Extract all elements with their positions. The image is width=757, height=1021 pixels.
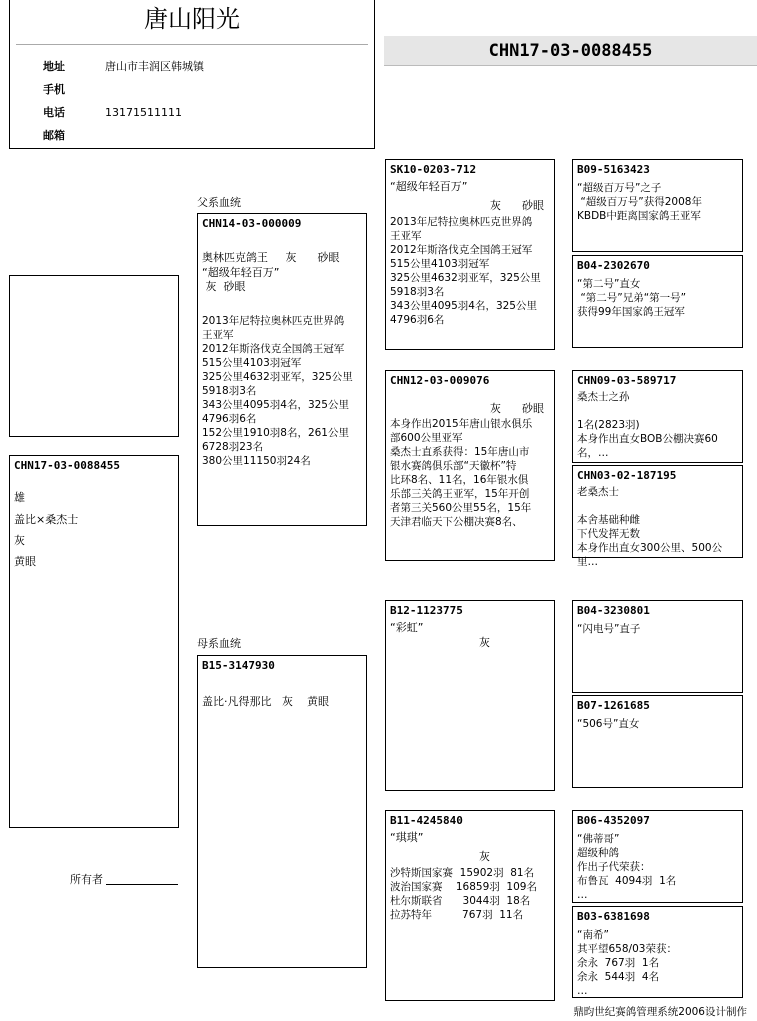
sdd-notes [577,485,738,569]
subject-sex: 雄 [14,491,25,505]
dds-notes-line: 作出子代荣获： [577,861,651,874]
dss-box [572,600,743,693]
sire-dam-results [390,417,550,529]
sire-strain: 奥林匹克鸽王 灰 砂眼 [202,251,340,265]
sdd-notes-line: 下代发挥无数 [577,528,640,541]
ssd-notes [577,277,738,319]
sire-name: “超级年轻百万” [202,265,280,279]
dss-notes-line: “闪电号”直子 [577,623,641,636]
sss-notes-line: “超级百万号”获得2008年 [577,196,702,209]
sds-notes-line: 1名(2823羽) [577,419,640,432]
ssd-notes-line: “第二号”兄弟“第一号” [577,292,687,305]
header-divider [16,44,368,45]
sire-dam-results-line: 部600公里亚军 [390,431,463,444]
owner-line [106,884,178,885]
ddd-notes-line: 余永 767羽 1名 [577,957,660,970]
sire-sire-results [390,215,550,327]
sire-dam-color-eye: 灰 砂眼 [490,402,544,416]
dsd-notes-line: “506号”直女 [577,718,640,731]
phone-label: 电话 [43,106,65,119]
sds-notes-line: 本身作出直女BOB公棚决赛60 [577,433,718,446]
dsd-notes [577,717,738,731]
sire-results-line: 325公里4632羽亚军，325公里 [202,371,353,384]
dsd-box [572,695,743,788]
dss-ring: B04-3230801 [577,604,650,617]
mobile-label: 手机 [43,83,65,96]
sire-sire-results-line: 2013年尼特拉奥林匹克世界鸽 [390,215,533,228]
phone-value: 13171511111 [105,106,182,119]
address-label: 地址 [43,60,65,73]
dss-notes [577,622,738,636]
dam-dam-results-line: 沙特斯国家赛 15902羽 81名 [390,866,535,879]
subject-eye: 黄眼 [14,555,36,569]
sire-results [202,314,362,468]
pedigree-ring-banner [384,36,757,66]
sire-section-label: 父系血统 [197,196,241,209]
sdd-notes-line: 本身作出直女300公里、500公 [577,542,723,555]
sire-sire-name: “超级年轻百万” [390,180,468,194]
sdd-notes-line: 本舍基础种雌 [577,514,640,527]
sire-sire-box [385,159,555,350]
loft-name: 唐山阳光 [144,5,240,33]
sss-notes [577,181,738,223]
ssd-notes-line: “第二号”直女 [577,278,641,291]
owner-label: 所有者 [70,873,103,886]
sire-results-line: 152公里1910羽8名，261公里 [202,427,349,440]
dam-dam-ring: B11-4245840 [390,814,463,827]
sdd-notes-line [577,499,738,513]
dam-dam-results-line: 杜尔斯联省 3044羽 18名 [390,894,531,907]
ddd-notes-line: … [577,985,588,998]
dam-dam-box [385,810,555,1001]
subject-color: 灰 [14,533,25,547]
sire-sire-ring: SK10-0203-712 [390,163,477,176]
ddd-box [572,906,743,998]
dds-notes-line: … [577,889,588,902]
sire-sire-results-line: 325公里4632羽亚军，325公里 [390,271,541,284]
sire-sire-results-line: 2012年斯洛伐克全国鸽王冠军 [390,243,533,256]
sire-color-eye: 灰 砂眼 [202,279,246,293]
pedigree-ring-number: CHN17-03-0088455 [488,41,653,61]
dds-notes-line: 布鲁瓦 4094羽 1名 [577,875,677,888]
dam-dam-color: 灰 [479,849,490,863]
sire-results-line: 4796羽6名 [202,413,257,426]
sire-sire-results-line: 4796羽6名 [390,313,445,326]
dam-dam-name: “琪琪” [390,831,424,845]
sire-results-line: 6728羽23名 [202,441,264,454]
loft-info-box [9,0,375,149]
sire-results-line: 515公里4103羽冠军 [202,357,302,370]
dds-notes-line: “佛蒂哥” [577,833,620,846]
sire-results-line: 2012年斯洛伐克全国鸽王冠军 [202,343,345,356]
dds-box [572,810,743,903]
sire-ring: CHN14-03-000009 [202,217,302,230]
sire-dam-results-line: 本身作出2015年唐山银水俱乐 [390,417,533,430]
sds-ring: CHN09-03-589717 [577,374,677,387]
sire-sire-color-eye: 灰 砂眼 [490,198,544,212]
dam-sire-color: 灰 [479,635,490,649]
sdd-notes-line: 老桑杰士 [577,486,619,499]
sdd-box [572,465,743,569]
sire-dam-results-line: 者第三关560公里55名，15年 [390,501,532,514]
sire-dam-box [385,370,555,561]
sire-sire-results-line: 5918羽3名 [390,285,445,298]
subject-strain: 盖比×桑杰士 [14,512,79,526]
sdd-ring: CHN03-02-187195 [577,469,677,482]
ddd-notes-line: “南希” [577,929,609,942]
dam-dam-results [390,866,550,922]
dam-section-label: 母系血统 [197,637,241,650]
sdd-notes-line: 里… [577,556,598,569]
sire-dam-ring: CHN12-03-009076 [390,374,490,387]
sire-results-line: 343公里4095羽4名，325公里 [202,399,349,412]
sire-results-line: 王亚军 [202,329,234,342]
sire-dam-results-line: 桑杰士直系获得：15年唐山市 [390,445,530,458]
sss-box [572,159,743,252]
ddd-ring: B03-6381698 [577,910,650,923]
sire-results-line: 380公里11150羽24名 [202,455,311,468]
address-value: 唐山市丰润区韩城镇 [105,60,204,73]
ssd-notes-line: 获得99年国家鸽王冠军 [577,306,685,319]
dam-dam-results-line: 波治国家赛 16859羽 109名 [390,880,537,893]
ddd-notes-line: 其平望658/03荣获： [577,943,677,956]
sire-dam-results-line: 银水赛鸽俱乐部“天徽杯”特 [390,459,517,472]
subject-ring: CHN17-03-0088455 [14,459,120,472]
subject-box [9,455,179,828]
sds-notes-line [577,404,738,418]
sire-sire-results-line: 王亚军 [390,229,422,242]
sire-results-line: 5918羽3名 [202,385,257,398]
dam-ring: B15-3147930 [202,659,275,672]
dam-box [197,655,367,968]
email-label: 邮箱 [43,129,65,142]
dam-dam-results-line: 拉苏特年 767羽 11名 [390,908,524,921]
sire-box [197,213,367,526]
ddd-notes [577,928,738,998]
ssd-box [572,255,743,348]
sire-dam-results-line: 天津君临天下公棚决赛8名、 [390,515,523,528]
sss-ring: B09-5163423 [577,163,650,176]
sire-dam-results-line: 乐部三关鸽王亚军，15年开创 [390,487,530,500]
dam-strain: 盖比·凡得那比 灰 黄眼 [202,695,329,709]
dam-sire-name: “彩虹” [390,621,424,635]
sds-notes [577,390,738,460]
photo-box [9,275,179,437]
sds-notes-line: 名，… [577,447,609,460]
ssd-ring: B04-2302670 [577,259,650,272]
ddd-notes-line: 余永 544羽 4名 [577,971,660,984]
sss-notes-line: KBDB中距离国家鸽王亚军 [577,210,701,223]
dam-sire-ring: B12-1123775 [390,604,463,617]
sire-dam-results-line: 比环8名、11名，16年银水俱 [390,473,529,486]
sire-sire-results-line: 343公里4095羽4名，325公里 [390,299,537,312]
dsd-ring: B07-1261685 [577,699,650,712]
sds-notes-line: 桑杰士之孙 [577,391,630,404]
sire-results-line: 2013年尼特拉奥林匹克世界鸽 [202,315,345,328]
sss-notes-line: “超级百万号”之子 [577,182,662,195]
dds-notes-line: 超级种鸽 [577,847,619,860]
sire-sire-results-line: 515公里4103羽冠军 [390,257,490,270]
sds-box [572,370,743,463]
dam-sire-box [385,600,555,791]
footer-credit: 鼎昀世纪赛鸽管理系统2006设计制作 [573,1006,747,1018]
dds-ring: B06-4352097 [577,814,650,827]
dds-notes [577,832,738,902]
